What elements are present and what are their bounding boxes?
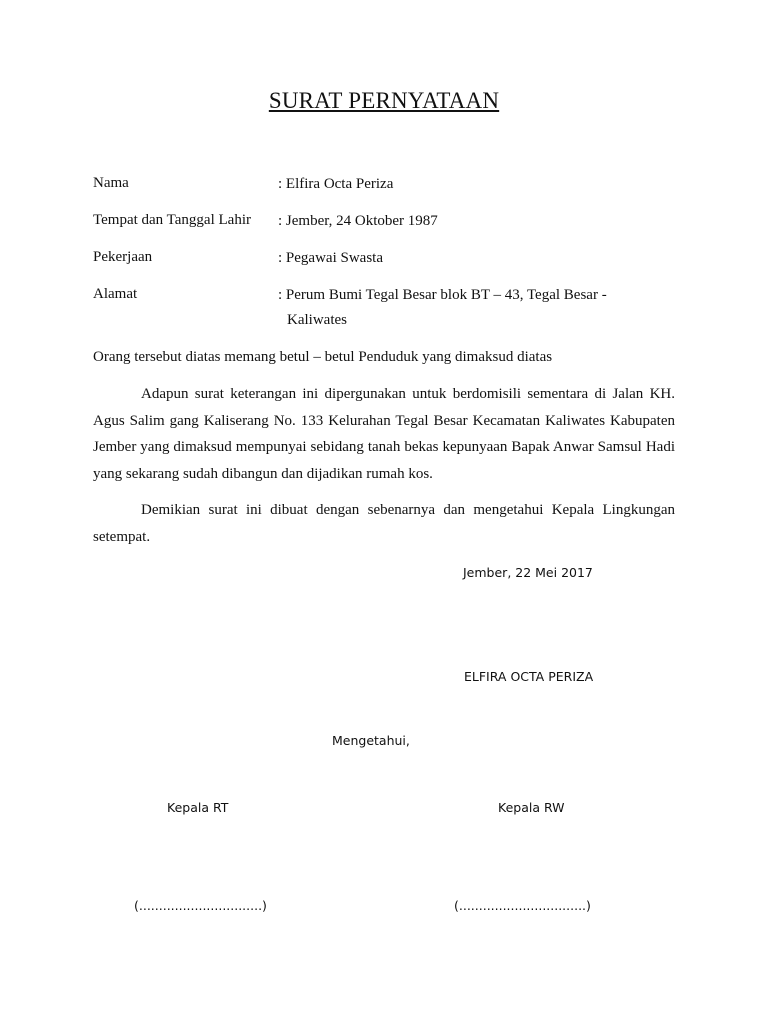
intro-statement: Orang tersebut diatas memang betul – betul Penduduk yang dimaksud diatas xyxy=(93,349,553,365)
field-label-occupation: Pekerjaan xyxy=(93,249,153,265)
rt-label: Kepala RT xyxy=(167,800,229,815)
field-value-birth: : Jember, 24 Oktober 1987 xyxy=(278,213,438,229)
rw-signature-line: (................................) xyxy=(454,898,591,913)
acknowledged-label: Mengetahui, xyxy=(332,733,410,748)
field-label-address: Alamat xyxy=(93,286,138,302)
field-label-name: Nama xyxy=(93,175,129,191)
field-value-address xyxy=(278,283,678,333)
address-line-1: : Perum Bumi Tegal Besar blok BT – 43, Tegal Besar - xyxy=(278,287,607,303)
field-value-occupation: : Pegawai Swasta xyxy=(278,250,383,266)
rt-signature-line: (...............................) xyxy=(134,898,267,913)
signer-name: ELFIRA OCTA PERIZA xyxy=(464,669,594,684)
field-value-name: : Elfira Octa Periza xyxy=(278,176,394,192)
place-date: Jember, 22 Mei 2017 xyxy=(463,565,593,580)
rw-label: Kepala RW xyxy=(498,800,565,815)
field-label-birth: Tempat dan Tanggal Lahir xyxy=(93,212,251,228)
paragraph-closing: Demikian surat ini dibuat dengan sebenarnya dan mengetahui Kepala Lingkungan setempat. xyxy=(93,502,675,545)
document-title: SURAT PERNYATAAN xyxy=(268,88,500,113)
address-line-2: Kaliwates xyxy=(287,312,347,328)
paragraph-purpose: Adapun surat keterangan ini dipergunakan untuk berdomisili sementara di Jalan KH. Agus Salim gang Kaliserang No. 133 Kelurahan Tegal Besar Kecamatan Kaliwates Kabupaten Jember yang dimaksud mempunyai sebidang tanah bekas kepunyaan Bapak Anwar Samsul Hadi yang sekarang sudah dibangun dan dijadikan rumah kos. xyxy=(93,386,675,482)
